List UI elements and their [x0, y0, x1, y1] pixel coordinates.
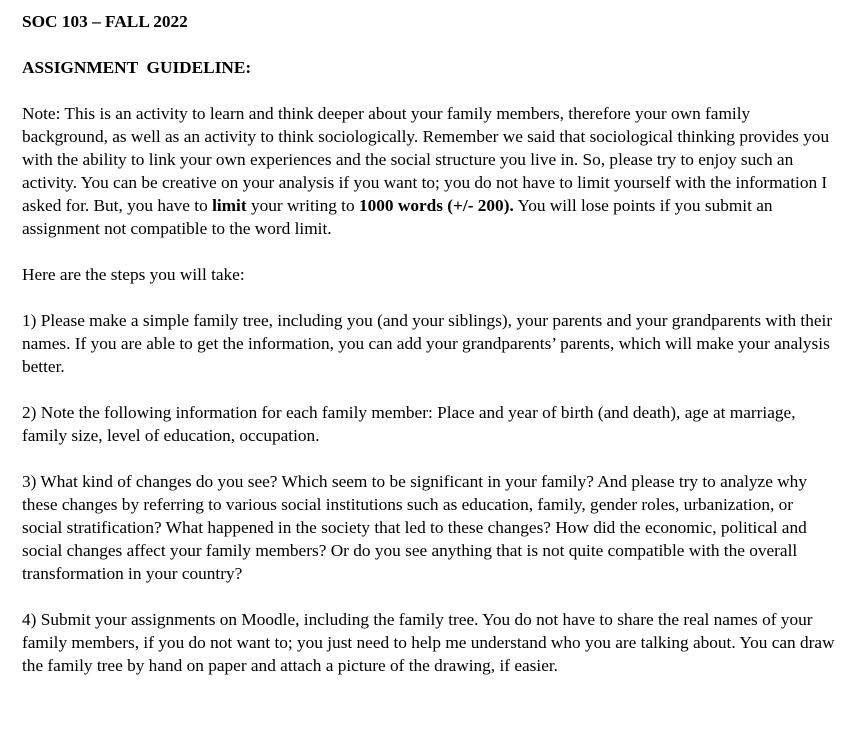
spacer	[22, 33, 837, 56]
spacer	[22, 378, 837, 401]
spacer	[22, 585, 837, 608]
step-3: 3) What kind of changes do you see? Which seem to be significant in your family? And please try to analyze why these changes by referring to various social institutions such as education, family, gender roles, urbanization, or social stratification? What happened in the society that led to these changes? How did the economic, political and social changes affect your family members? Or do you see anything that is not quite compatible with the overall transformation in your country?	[22, 472, 807, 583]
note-text: Note: This is an activity to learn and think deeper about your family members, therefore your own family background, as well as an activity to think sociologically. Remember we said that sociological thinking provides you with the ability to link your own experiences and the social structure you live in. So, please try to enjoy such an activity. You can be creative on your analysis if you want to; you do not have to limit yourself with the information I asked for. But, you have to	[22, 104, 830, 215]
spacer	[22, 240, 837, 263]
spacer	[22, 447, 837, 470]
document-body	[22, 10, 837, 677]
note-text: your writing to	[246, 196, 359, 215]
note-text: You will lose points if you submit an assignment not compatible to the word limit.	[22, 196, 773, 238]
guideline-title: ASSIGNMENT GUIDELINE:	[22, 58, 252, 77]
course-title: SOC 103 – FALL 2022	[22, 12, 188, 31]
step-2: 2) Note the following information for each family member: Place and year of birth (and death), age at marriage, family size, level of education, occupation.	[22, 403, 796, 445]
limit-emphasis: limit	[212, 196, 247, 215]
word-range-emphasis: (+/- 200).	[442, 196, 514, 215]
spacer	[22, 79, 837, 102]
word-count-emphasis: 1000 words	[358, 196, 443, 215]
step-4: 4) Submit your assignments on Moodle, including the family tree. You do not have to share the real names of your family members, if you do not want to; you just need to help me understand who you are talking about. You can draw the family tree by hand on paper and attach a picture of the drawing, if easier.	[22, 610, 835, 675]
steps-intro: Here are the steps you will take:	[22, 265, 245, 284]
spacer	[22, 286, 837, 309]
step-1: 1) Please make a simple family tree, including you (and your siblings), your parents and your grandparents with their names. If you are able to get the information, you can add your grandparents’ parents, which will make your analysis better.	[22, 311, 833, 376]
note-paragraph	[22, 102, 837, 240]
